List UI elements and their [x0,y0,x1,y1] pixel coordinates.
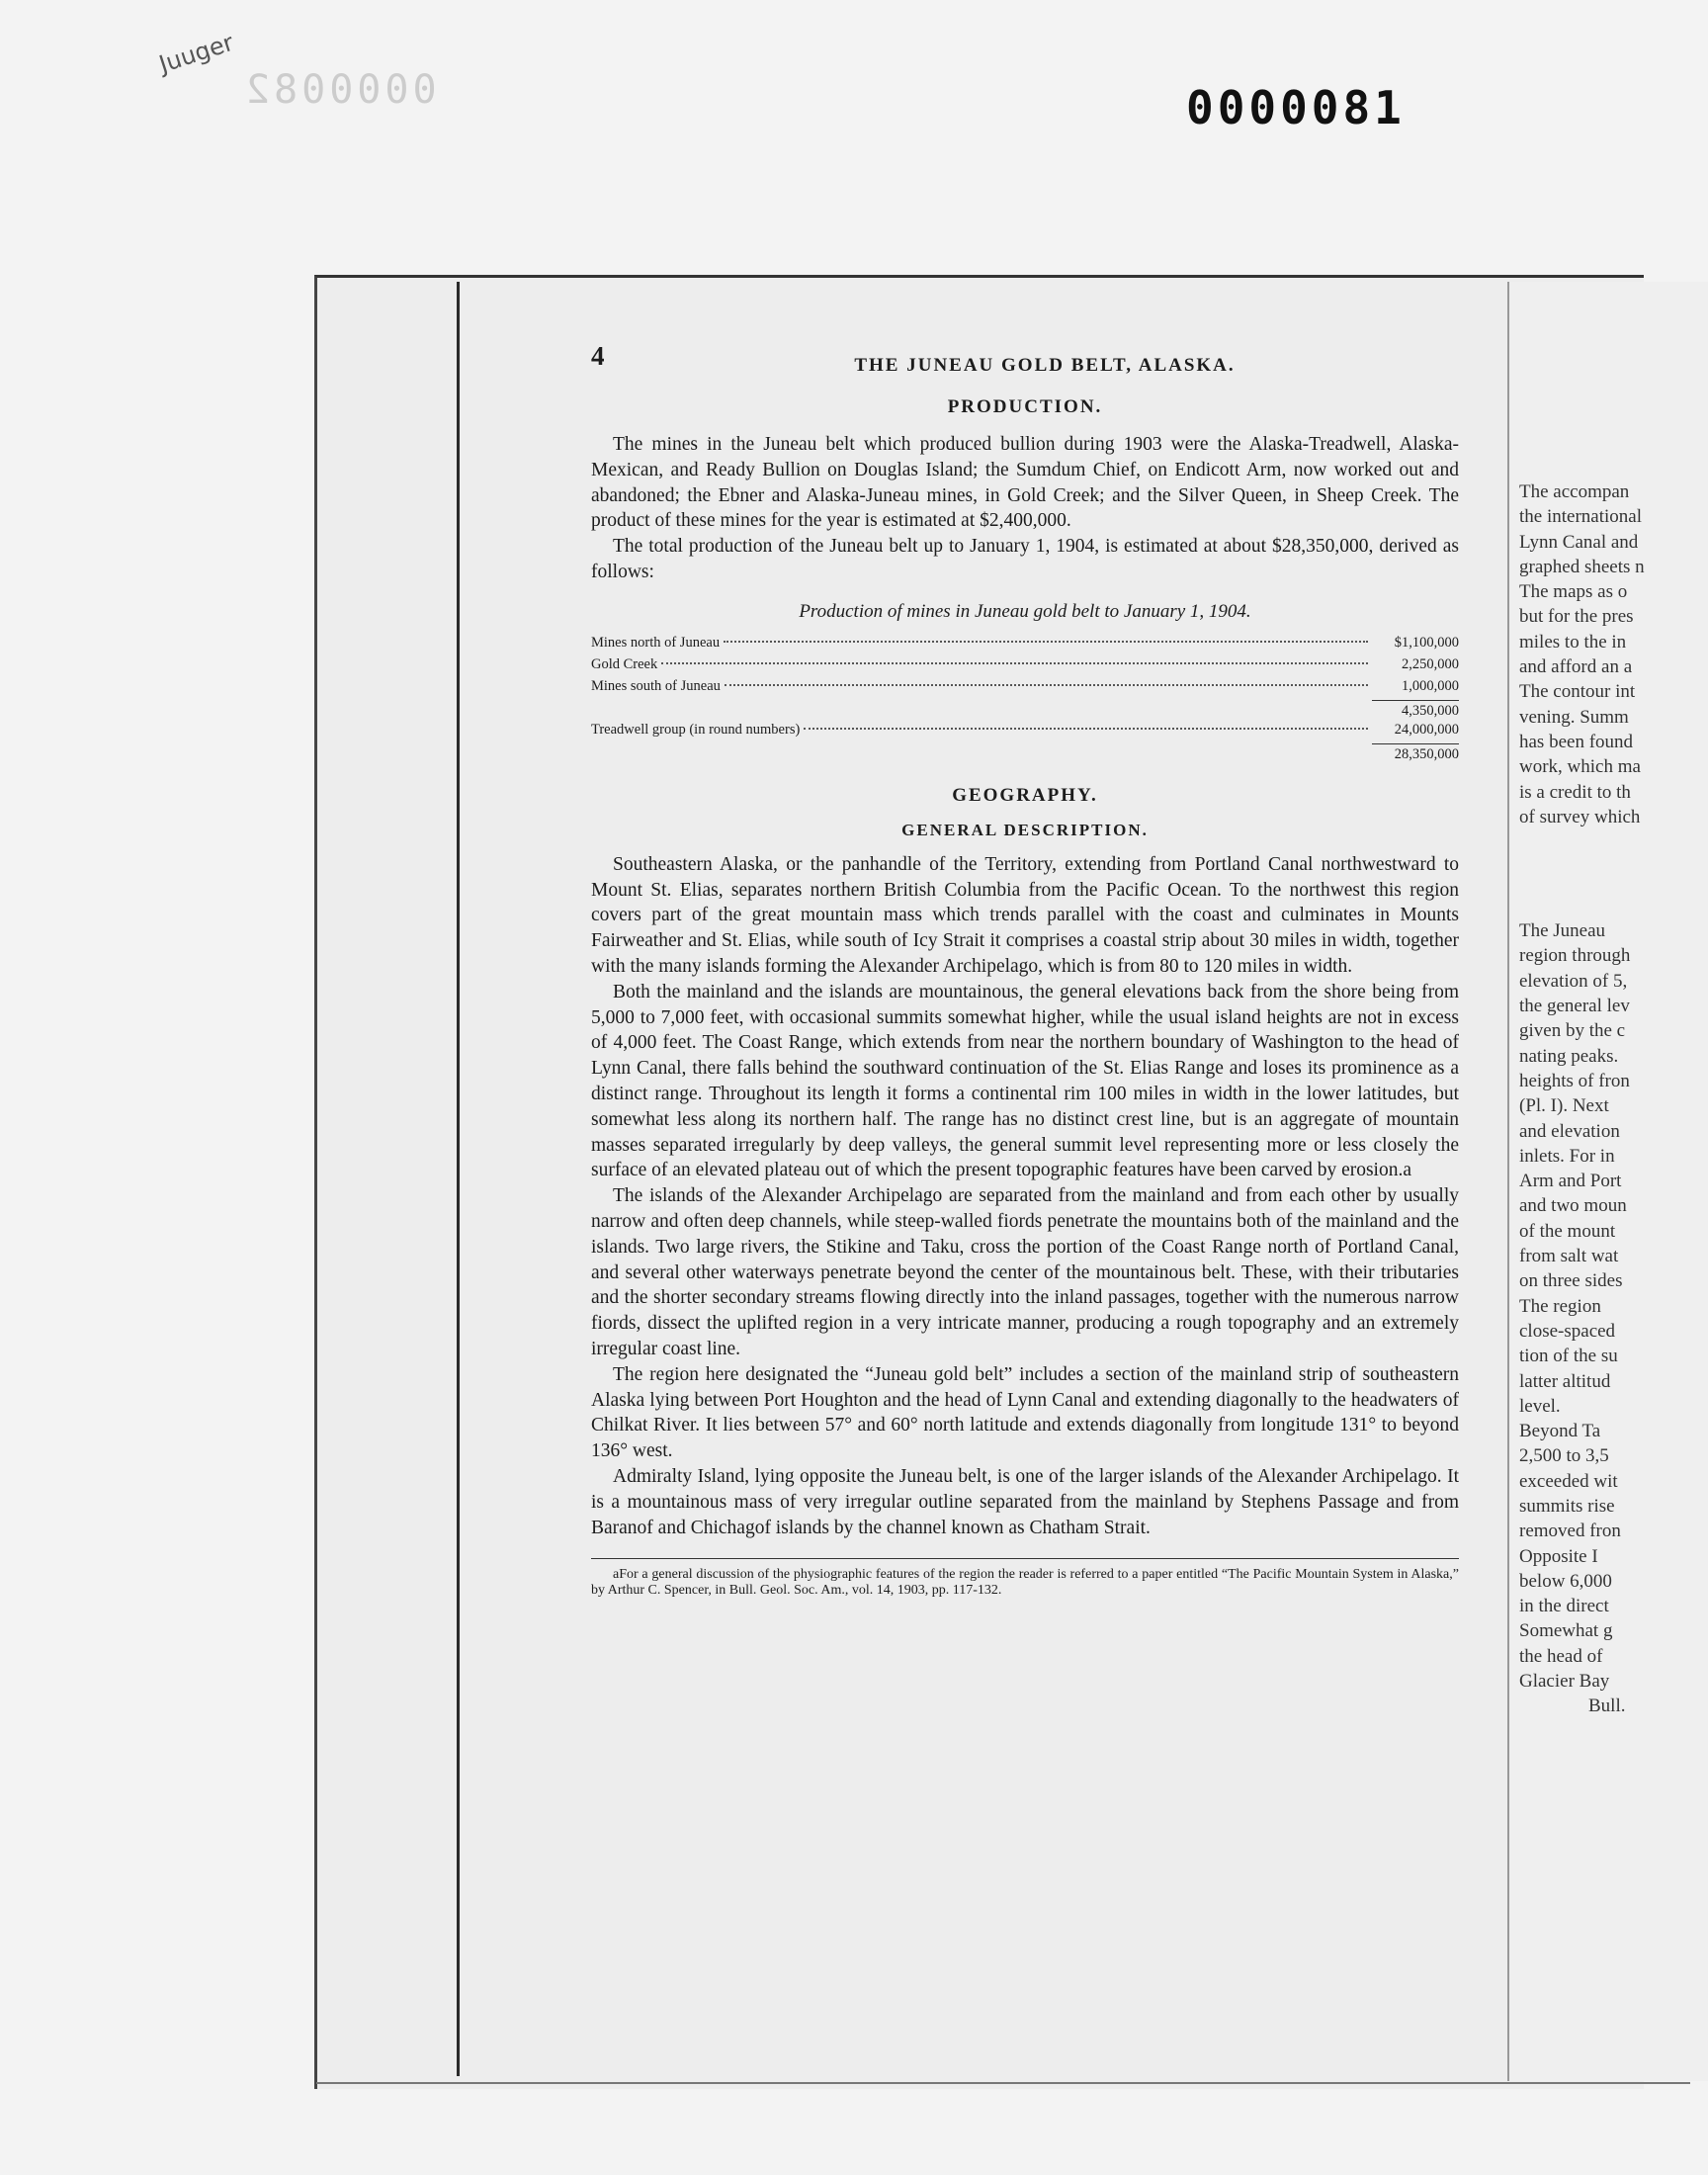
adjacent-page-line: graphed sheets n [1519,556,1645,577]
row-label: Treadwell group (in round numbers) [591,721,801,738]
general-description-heading: GENERAL DESCRIPTION. [901,820,1149,839]
row-value: $1,100,000 [1394,634,1459,651]
adjacent-page-line: 2,500 to 3,5 [1519,1445,1609,1467]
row-label: Mines north of Juneau [591,634,721,651]
total-row [591,743,1459,765]
row-value: 1,000,000 [1402,677,1459,694]
geography-paragraph-1: Southeastern Alaska, or the panhandle of the Territory, extending from Portland Canal northwestward to Mount St. Elias, separates northern British Columbia from the Pacific Ocean. To the northwest this region covers part of the great mountain mass which trends parallel with the coast and culminates in Mounts Fairweather and St. Elias, while south of Icy Strait it comprises a coastal strip about 30 miles in width, together with the many islands forming the Alexander Archipelago, which is from 80 to 120 miles in width. [591,853,1459,977]
footnote-rule [591,1558,1459,1559]
adjacent-page-line: in the direct [1519,1596,1609,1617]
row-value: 24,000,000 [1394,721,1459,738]
adjacent-page-top-column [1509,479,1708,829]
subtotal-row [591,700,1459,722]
table-row [591,656,1459,678]
adjacent-page-line: elevation of 5, [1519,970,1628,992]
subtotal-value: 4,350,000 [1372,700,1459,722]
adjacent-page-line: removed fron [1519,1521,1621,1542]
adjacent-page-line: but for the pres [1519,606,1634,628]
page-number: 4 [591,341,605,371]
adjacent-page-fragment [1507,282,1708,2081]
leader-dots [661,662,1368,664]
adjacent-page-line: exceeded wit [1519,1470,1618,1492]
adjacent-page-line: has been found [1519,731,1634,752]
adjacent-page-line: nating peaks. [1519,1045,1619,1067]
adjacent-page-line: The region [1519,1295,1601,1317]
adjacent-page-line: on three sides [1519,1270,1623,1292]
production-heading: PRODUCTION. [947,396,1103,417]
adjacent-page-line: Lynn Canal and [1519,531,1639,553]
pen-mark: Juuger [155,28,237,79]
adjacent-page-line: (Pl. I). Next [1519,1095,1609,1117]
mirrored-scan-number: 0000082 [242,67,437,113]
running-title: THE JUNEAU GOLD BELT, ALASKA. [854,355,1236,376]
adjacent-page-line: close-spaced [1519,1320,1616,1342]
adjacent-page-line: Opposite I [1519,1545,1598,1567]
adjacent-page-line: the general lev [1519,996,1630,1017]
adjacent-page-line: work, which ma [1519,756,1641,778]
adjacent-page-line: is a credit to th [1519,781,1631,803]
row-label: Mines south of Juneau [591,677,721,694]
adjacent-page-line: and afford an a [1519,656,1633,678]
leader-dots [724,641,1368,643]
total-value: 28,350,000 [1372,743,1459,765]
adjacent-page-line: The maps as o [1519,581,1628,603]
row-label: Gold Creek [591,655,658,672]
leader-dots [725,684,1368,686]
adjacent-page-line: heights of fron [1519,1070,1630,1091]
production-table-caption: Production of mines in Juneau gold belt to January 1, 1904. [799,600,1251,622]
adjacent-page-bottom-column [1509,918,1708,1694]
adjacent-page-line: inlets. For in [1519,1145,1615,1167]
adjacent-page-line: Somewhat g [1519,1620,1613,1642]
adjacent-page-line: summits rise [1519,1495,1615,1517]
table-row [591,635,1459,656]
adjacent-page-line: vening. Summ [1519,706,1629,728]
production-paragraph-2: The total production of the Juneau belt up to January 1, 1904, is estimated at about $28,350,000, derived as follows: [591,536,1459,582]
adjacent-page-line: tion of the su [1519,1346,1618,1367]
leader-dots [804,728,1368,730]
table-row [591,678,1459,700]
adjacent-page-line: The contour int [1519,681,1636,703]
adjacent-page-line: latter altitud [1519,1370,1611,1392]
page-content [591,341,1459,1599]
adjacent-page-line: miles to the in [1519,631,1627,652]
adjacent-page-line: The Juneau [1519,920,1606,942]
bottom-edge [316,2082,1690,2084]
production-table [591,635,1459,765]
adjacent-page-line: the head of [1519,1645,1603,1667]
geography-heading: GEOGRAPHY. [952,784,1098,806]
adjacent-page-line: given by the c [1519,1020,1626,1042]
adjacent-page-line: The accompan [1519,481,1630,502]
geography-paragraph-5: Admiralty Island, lying opposite the Juneau belt, is one of the larger islands of the Alexander Archipelago. It is a mountainous mass of very irregular outline separated from the mainland by Stephens Passage and from Baranof and Chichagof islands by the channel known as Chatham Strait. [591,1465,1459,1538]
production-paragraph-1: The mines in the Juneau belt which produced bullion during 1903 were the Alaska-Treadwell, Alaska-Mexican, and Ready Bullion on Douglas Island; the Sumdum Chief, on Endicott Arm, now worked out and abandoned; the Ebner and Alaska-Juneau mines, in Gold Creek; and the Silver Queen, in Sheep Creek. The product of these mines for the year is estimated at $2,400,000. [591,434,1459,532]
adjacent-page-line: of the mount [1519,1220,1616,1242]
adjacent-page-line: Glacier Bay [1519,1671,1610,1693]
adjacent-page-line: Beyond Ta [1519,1421,1601,1442]
binding-rule [457,282,460,2076]
adjacent-page-line: the international [1519,506,1642,528]
adjacent-page-line: Arm and Port [1519,1171,1622,1192]
adjacent-page-line: below 6,000 [1519,1570,1612,1592]
scan-id-number: 0000081 [1186,81,1406,134]
geography-paragraph-2: Both the mainland and the islands are mountainous, the general elevations back from the shore being from 5,000 to 7,000 feet, with occasional summits somewhat higher, while the usual island heights are not in excess of 4,000 feet. The Coast Range, which extends from near the northern boundary of Washington to the head of Lynn Canal, there falls behind the southward continuation of the St. Elias Range and loses its prominence as a distinct range. Throughout its length it forms a continental rim 100 miles in width in the lower latitudes, but somewhat less along its northern half. The range has no distinct crest line, but is an aggregate of mountain masses separated irregularly by deep valleys, the general summit level representing more or less closely the surface of an elevated plateau out of which the present topographic features have been carved by erosion.a [591,981,1459,1181]
adjacent-page-bull-label: Bull. [1588,1696,1626,1717]
row-value: 2,250,000 [1402,655,1459,672]
table-row [591,722,1459,743]
geography-paragraph-3: The islands of the Alexander Archipelago are separated from the mainland and from each other by usually narrow and often deep channels, while steep-walled fiords penetrate the mountains both of the mainland and the islands. Two large rivers, the Stikine and Taku, cross the portion of the Coast Range north of Portland Canal, and several other waterways penetrate beyond the center of the mountainous belt. These, with their tributaries and the shorter secondary streams flowing directly into the inland passages, together with the numerous narrow fiords, dissect the uplifted region in a very intricate manner, producing a rough topography and an extremely irregular coast line. [591,1185,1459,1359]
adjacent-page-line: from salt wat [1519,1246,1619,1267]
footnote: aFor a general discussion of the physiographic features of the region the reader is referred to a paper entitled “The Pacific Mountain System in Alaska,” by Arthur C. Spencer, in Bull. Geol. Soc. Am., vol. 14, 1903, pp. 117-132. [591,1567,1459,1599]
adjacent-page-line: region through [1519,945,1631,967]
adjacent-page-line: and elevation [1519,1120,1620,1142]
geography-paragraph-4: The region here designated the “Juneau gold belt” includes a section of the mainland strip of southeastern Alaska lying between Port Houghton and the head of Lynn Canal and extending diagonally to the headwaters of Chilkat River. It lies between 57° and 60° north latitude and extends diagonally from longitude 131° to beyond 136° west. [591,1363,1459,1462]
adjacent-page-line: level. [1519,1395,1561,1417]
adjacent-page-line: of survey which [1519,806,1641,827]
adjacent-page-line: and two moun [1519,1195,1627,1217]
